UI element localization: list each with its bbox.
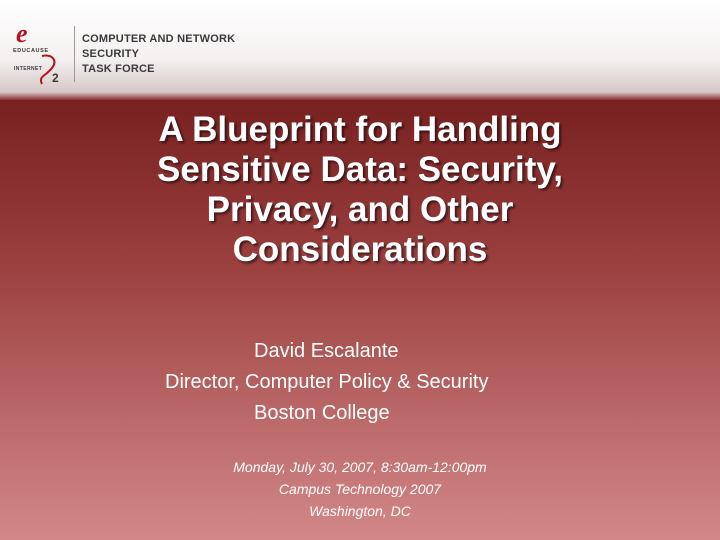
logo bbox=[12, 20, 236, 90]
logo-mark-letter: e bbox=[16, 20, 28, 48]
slide-title-line: Considerations bbox=[232, 230, 488, 269]
slide-title bbox=[90, 110, 630, 270]
presenter-name: David Escalante bbox=[254, 340, 399, 362]
event-name: Campus Technology 2007 bbox=[278, 481, 442, 497]
logo-text-line: COMPUTER AND NETWORK bbox=[82, 33, 236, 45]
logo-text-line: TASK FORCE bbox=[82, 63, 155, 75]
slide-title-line: Sensitive Data: Security, bbox=[157, 150, 563, 189]
logo-divider bbox=[74, 26, 75, 82]
presenter-role: Director, Computer Policy & Security bbox=[165, 371, 489, 393]
header-band bbox=[0, 0, 720, 100]
logo-text bbox=[82, 32, 235, 77]
event-details bbox=[160, 456, 560, 522]
slide-title-line: A Blueprint for Handling bbox=[158, 110, 562, 149]
presenter-organization: Boston College bbox=[254, 402, 390, 424]
logo-mark-number: 2 bbox=[52, 71, 59, 85]
slide-title-line: Privacy, and Other bbox=[206, 190, 514, 229]
logo-mark-word-bottom: INTERNET bbox=[14, 66, 43, 72]
logo-mark-word-top: EDUCAUSE bbox=[13, 48, 49, 54]
logo-text-line: SECURITY bbox=[82, 48, 140, 60]
event-location: Washington, DC bbox=[309, 503, 411, 519]
presenter-block bbox=[120, 336, 600, 429]
educause-internet2-logo-icon bbox=[12, 20, 68, 86]
event-date: Monday, July 30, 2007, 8:30am-12:00pm bbox=[233, 459, 487, 475]
